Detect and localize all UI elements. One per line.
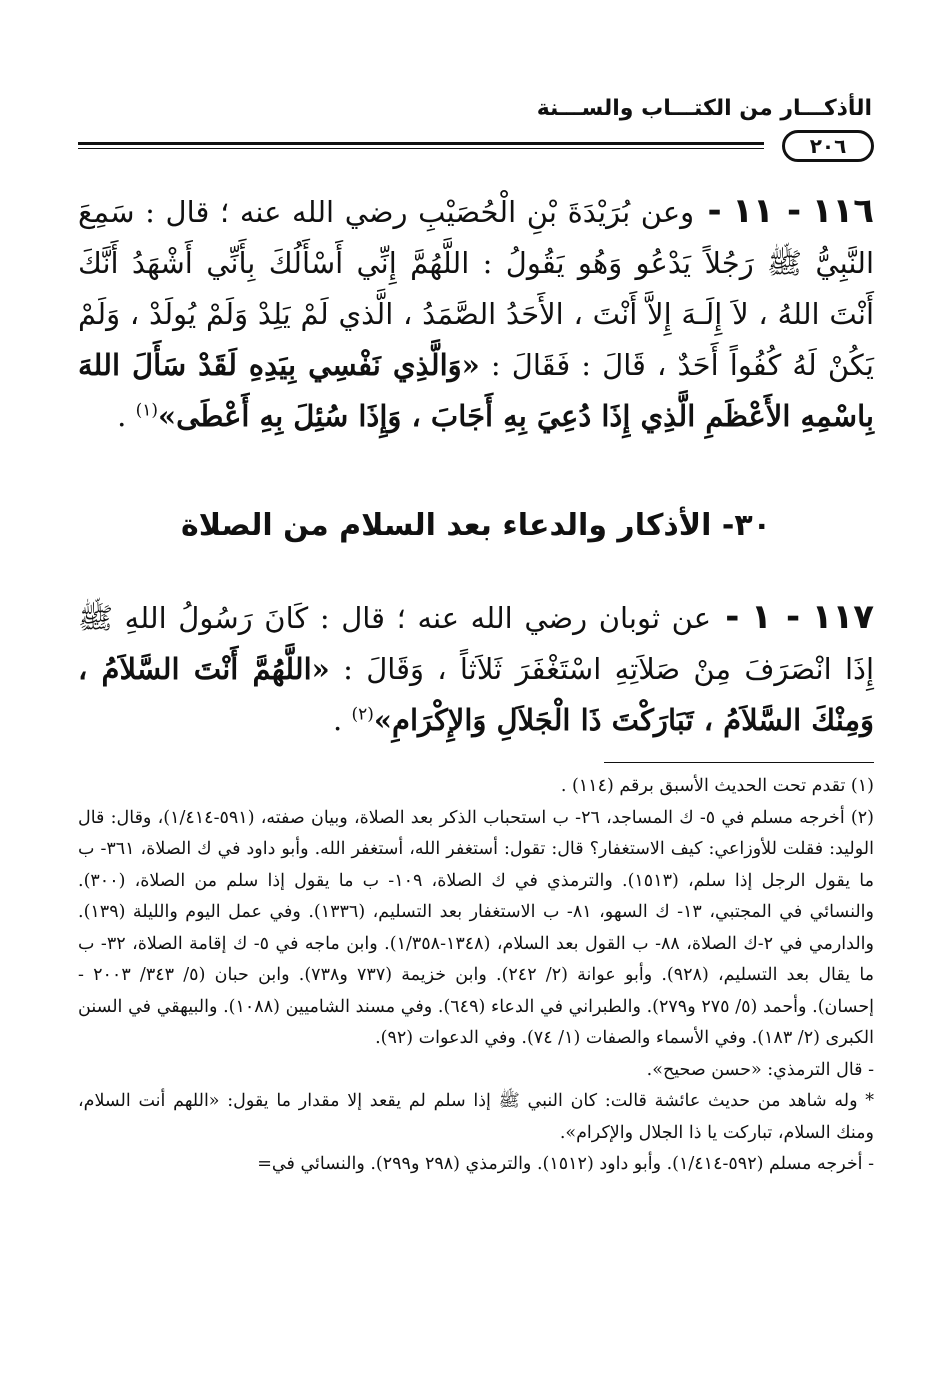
hadith-text: عن ثوبان رضي الله عنه ؛ قال : كَانَ رَسُولُ اللهِ ﷺ إِذَا انْصَرَفَ مِنْ صَلاَتِهِ اسْتَغْفَرَ ثَلاَثاً ، وَقَالَ : xyxy=(78,601,875,686)
hadith-number: ١١٧ xyxy=(811,597,875,637)
header-rule xyxy=(78,142,764,145)
book-page xyxy=(78,90,874,1330)
footnote-ref: (٢) xyxy=(351,704,374,725)
header-rule-thin xyxy=(78,148,764,149)
footnote-1: (١) تقدم تحت الحديث الأسبق برقم (١١٤) . xyxy=(560,776,874,796)
footnote-2: (٢) أخرجه مسلم في ٥- ك المساجد، ٢٦- ب استحباب الذكر بعد الصلاة، وبيان صفته، (٥٩١-١/٤١٤)، وقال: قال الوليد: فقلت للأوزاعي: كيف الاستغفار؟ قال: تقول: أستغفر الله، أستغفر الله. وأبو داود في ك الصلاة، ٣٦١- ب ما يقول الرجل إذا سلم، (١٥١٣). والترمذي في ك الصلاة، ١٠٩- ب ما يقول إذا سلم من الصلاة، (٣٠٠). والنسائي في المجتبي، ١٣- ك السهو، ٨١- ب الاستغفار بعد التسليم، (١٣٣٦). وفي عمل اليوم والليلة (١٣٩). والدارمي في ٢-ك الصلاة، ٨٨- ب القول بعد السلام، (١٣٤٨-١/٣٥٨). وابن ماجه في ٥- ك إقامة الصلاة، ٣٢- ب ما يقال بعد التسليم، (٩٢٨). وأبو عوانة (٢/ ٢٤٢). وابن خزيمة (٧٣٧ و٧٣٨). وابن حبان (٥/ ٣٤٣/ ٢٠٠٣ - إحسان). وأحمد (٥/ ٢٧٥ و٢٧٩). والطبراني في الدعاء (٦٤٩). وفي مسند الشاميين (١٠٨٨). والبيهقي في السنن الكبرى (٢/ ١٨٣). وفي الأسماء والصفات (١/ ٧٤). وفي الدعوات (٩٢). xyxy=(78,807,875,1048)
footnote-separator xyxy=(604,762,874,763)
hadith-quote: «وَالَّذِي نَفْسِي بِيَدِهِ لَقَدْ سَأَلَ اللهَ بِاسْمِهِ الأَعْظَمِ الَّذِي إِذَا دُعِيَ بِهِ أَجَابَ ، وَإِذَا سُئِلَ بِهِ أَعْطَى» xyxy=(78,348,874,433)
hadith-116: ١١٦ - ١١ - وعن بُرَيْدَةَ بْنِ الْحُصَيْبِ رضي الله عنه ؛ قال : سَمِعَ النَّبِيُّ ﷺ رَجُلاً يَدْعُو وَهُو يَقُولُ : اللَّهُمَّ إِنِّي أَسْأَلُكَ بِأَنِّي أَشْهَدُ أَنَّكَ أَنْتَ اللهُ ، لاَ إِلَـهَ إِلاَّ أَنْتَ ، الأَحَدُ الصَّمَدُ ، الَّذي لَمْ يَلِدْ وَلَمْ يُولَدْ ، وَلَمْ يَكُنْ لَهُ كُفُواً أَحَدٌ ، قَالَ : فَقَالَ : «وَالَّذِي نَفْسِي بِيَدِهِ لَقَدْ سَأَلَ اللهَ بِاسْمِهِ الأَعْظَمِ الَّذِي إِذَا دُعِيَ بِهِ أَجَابَ ، وَإِذَا سُئِلَ بِهِ أَعْطَى»$^{(١)}$ . xyxy=(78,191,875,433)
hadith-number: ١١٦ xyxy=(811,191,874,231)
running-title: الأذكـــار من الكتـــاب والســـنة xyxy=(536,96,872,121)
section-title: ٣٠- الأذكار والدعاء بعد السلام من الصلاة xyxy=(181,508,771,543)
hadith-quote: «اللَّهُمَّ أَنْتَ السَّلاَمُ ، وَمِنْكَ السَّلاَمُ ، تَبَارَكْتَ ذَا الْجَلاَلِ وَالإِكْرَامِ» xyxy=(78,652,874,737)
footnote-2-witness-sources: - أخرجه مسلم (٥٩٢-١/٤١٤). وأبو داود (١٥١٢). والترمذي (٢٩٨ و٢٩٩). والنسائي في= xyxy=(257,1154,874,1174)
footnote-2-witness: * وله شاهد من حديث عائشة قالت: كان النبي ﷺ إذا سلم لم يقعد إلا مقدار ما يقول: «اللهم أنت السلام، ومنك السلام، تباركت يا ذا الجلال والإكرام». xyxy=(78,1091,874,1143)
hadith-sub-number: ١١ xyxy=(732,191,774,231)
hadith-117: ١١٧ - ١ - عن ثوبان رضي الله عنه ؛ قال : كَانَ رَسُولُ اللهِ ﷺ إِذَا انْصَرَفَ مِنْ صَلاَتِهِ اسْتَغْفَرَ ثَلاَثاً ، وَقَالَ : «اللَّهُمَّ أَنْتَ السَّلاَمُ ، وَمِنْكَ السَّلاَمُ ، تَبَارَكْتَ ذَا الْجَلاَلِ وَالإِكْرَامِ»$^{(٢)}$ . xyxy=(78,597,875,737)
hadith-sub-number: ١ xyxy=(751,597,772,637)
footnote-ref: (١) xyxy=(135,400,158,421)
footnote-2-tirmidhi: - قال الترمذي: «حسن صحيح». xyxy=(646,1059,874,1080)
page-number: ٢٠٦ xyxy=(782,130,874,162)
hadith-text: وعن بُرَيْدَةَ بْنِ الْحُصَيْبِ رضي الله عنه ؛ قال : سَمِعَ النَّبِيُّ ﷺ رَجُلاً يَدْعُو وَهُو يَقُولُ : اللَّهُمَّ إِنِّي أَسْأَلُكَ بِأَنِّي أَشْهَدُ أَنَّكَ أَنْتَ اللهُ ، لاَ إِلَـهَ إِلاَّ أَنْتَ ، الأَحَدُ الصَّمَدُ ، الَّذي لَمْ يَلِدْ وَلَمْ يُولَدْ ، وَلَمْ يَكُنْ لَهُ كُفُواً أَحَدٌ ، قَالَ : فَقَالَ : xyxy=(78,195,875,382)
footnotes xyxy=(78,771,874,1181)
